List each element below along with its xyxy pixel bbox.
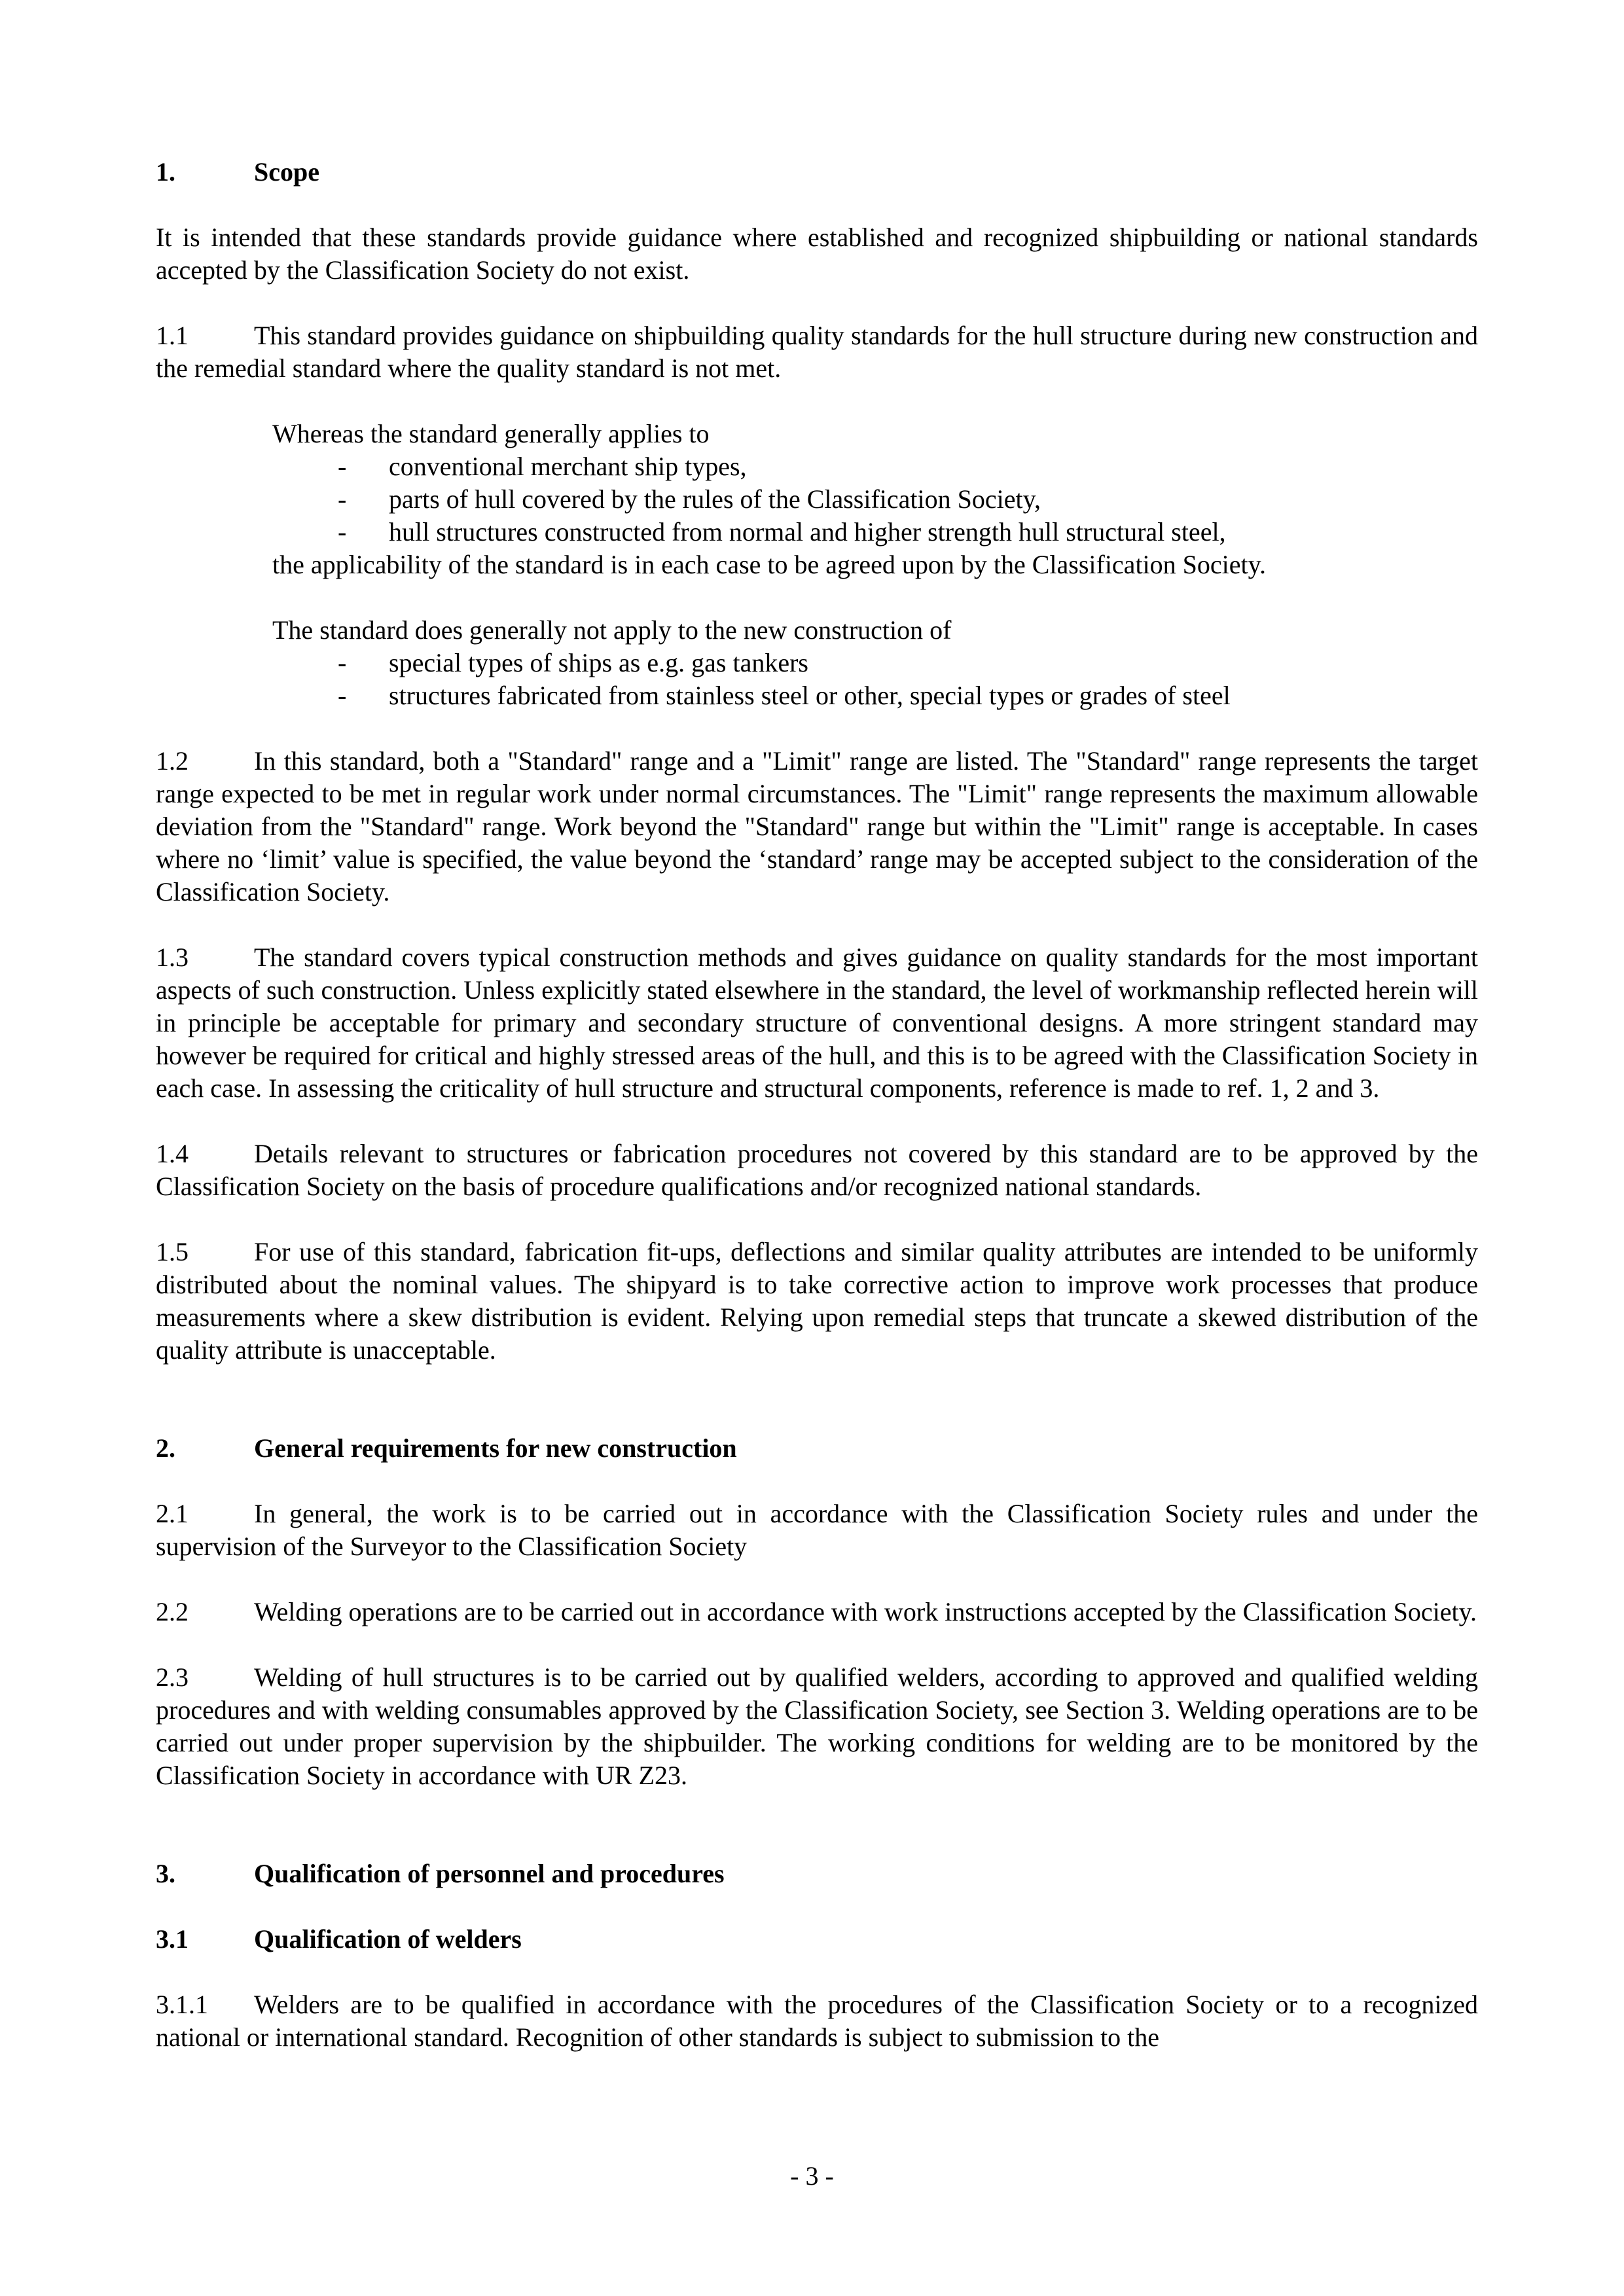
- section-number: 3.: [156, 1859, 175, 1888]
- dash-bullet: -: [338, 517, 347, 547]
- whereas-line: Whereas the standard generally applies to: [272, 419, 710, 448]
- paragraph-number: 2.1: [156, 1499, 189, 1528]
- subsection-3-1-heading: [156, 1923, 1478, 1956]
- section-title: General requirements for new construction: [254, 1433, 737, 1463]
- dash-bullet: -: [338, 648, 347, 677]
- paragraph-number: 1.4: [156, 1139, 189, 1168]
- paragraph-2-3: [156, 1661, 1478, 1792]
- paragraph-number: 1.1: [156, 321, 189, 350]
- scope-intro-paragraph: It is intended that these standards provide guidance where established and recognized shipbuilding or national standards accepted by the Classification Society do not exist.: [156, 223, 1478, 285]
- paragraph-number: 1.2: [156, 746, 189, 776]
- paragraph-3-1-1: [156, 1988, 1478, 2054]
- list-item-text: conventional merchant ship types,: [389, 452, 747, 481]
- section-1-heading: [156, 156, 1478, 188]
- paragraph-number: 1.5: [156, 1237, 189, 1266]
- paragraph-text: The standard covers typical construction methods and gives guidance on quality standards for the most important aspects of such construction. Unless explicitly stated elsewhere in the standard, the level of workmanship reflected herein will in principle be acceptable for primary and secondary structure of conventional designs. A more stringent standard may however be required for critical and highly stressed areas of the hull, and this is to be agreed with the Classification Society in each case. In assessing the criticality of hull structure and structural components, reference is made to ref. 1, 2 and 3.: [156, 942, 1478, 1103]
- document-page: [156, 156, 1478, 2054]
- paragraph-text: Welding operations are to be carried out in accordance with work instructions accepted by the Classification Society.: [254, 1597, 1477, 1626]
- list-item-text: hull structures constructed from normal and higher strength hull structural steel,: [389, 517, 1226, 547]
- paragraph-number: 3.1.1: [156, 1990, 208, 2019]
- section-title: Scope: [254, 157, 319, 187]
- list-item-text: structures fabricated from stainless steel or other, special types or grades of steel: [389, 681, 1231, 710]
- list-item: [272, 483, 1478, 516]
- list-item-text: special types of ships as e.g. gas tankers: [389, 648, 808, 677]
- list-item: [272, 647, 1478, 679]
- paragraph-1-1: [156, 319, 1478, 385]
- list-item: [272, 450, 1478, 483]
- applicability-line: the applicability of the standard is in each case to be agreed upon by the Classification Society.: [272, 550, 1267, 579]
- paragraph-text: Details relevant to structures or fabrication procedures not covered by this standard are to be approved by the Classification Society on the basis of procedure qualifications and/or recognized national standards.: [156, 1139, 1478, 1201]
- page-number: - 3 -: [790, 2161, 834, 2191]
- subsection-title: Qualification of welders: [254, 1924, 522, 1954]
- paragraph-1-3: [156, 941, 1478, 1105]
- section-title: Qualification of personnel and procedures: [254, 1859, 725, 1888]
- section-number: 2.: [156, 1433, 175, 1463]
- paragraph-text: Welding of hull structures is to be carried out by qualified welders, according to approved and qualified welding procedures and with welding consumables approved by the Classification Society, see Section 3. Welding operations are to be carried out under proper supervision by the shipbuilder. The working conditions for welding are to be monitored by the Classification Society in accordance with UR Z23.: [156, 1662, 1478, 1790]
- applies-list: [272, 450, 1478, 548]
- section-3-heading: [156, 1857, 1478, 1890]
- paragraph-text: Welders are to be qualified in accordance with the procedures of the Classification Society or to a recognized national or international standard. Recognition of other standards is subject to submission to the: [156, 1990, 1478, 2052]
- paragraph-number: 2.3: [156, 1662, 189, 1692]
- paragraph-1-4: [156, 1138, 1478, 1203]
- paragraph-text: For use of this standard, fabrication fit-ups, deflections and similar quality attributes are intended to be uniformly distributed about the nominal values. The shipyard is to take corrective action to improve work processes that produce measurements where a skew distribution is evident. Relying upon remedial steps that truncate a skewed distribution of the quality attribute is unacceptable.: [156, 1237, 1478, 1365]
- paragraph-number: 1.3: [156, 942, 189, 972]
- not-apply-line: The standard does generally not apply to the new construction of: [272, 615, 952, 645]
- paragraph-2-1: [156, 1498, 1478, 1563]
- applicability-block: [272, 418, 1478, 712]
- paragraph-text: In general, the work is to be carried out in accordance with the Classification Society rules and under the supervision of the Surveyor to the Classification Society: [156, 1499, 1478, 1561]
- paragraph-1-2: [156, 745, 1478, 908]
- paragraph-text: In this standard, both a "Standard" range and a "Limit" range are listed. The "Standard" range represents the target range expected to be met in regular work under normal circumstances. The "Limit" range represents the maximum allowable deviation from the "Standard" range. Work beyond the "Standard" range but within the "Limit" range is acceptable. In cases where no ‘limit’ value is specified, the value beyond the ‘standard’ range may be accepted subject to the consideration of the Classification Society.: [156, 746, 1478, 906]
- section-number: 1.: [156, 157, 175, 187]
- dash-bullet: -: [338, 484, 347, 514]
- paragraph-2-2: [156, 1596, 1478, 1628]
- subsection-number: 3.1: [156, 1924, 189, 1954]
- list-item: [272, 679, 1478, 712]
- paragraph-number: 2.2: [156, 1597, 189, 1626]
- dash-bullet: -: [338, 452, 347, 481]
- section-2-heading: [156, 1432, 1478, 1465]
- dash-bullet: -: [338, 681, 347, 710]
- list-item-text: parts of hull covered by the rules of the Classification Society,: [389, 484, 1041, 514]
- list-item: [272, 516, 1478, 548]
- paragraph-text: This standard provides guidance on shipbuilding quality standards for the hull structure during new construction and the remedial standard where the quality standard is not met.: [156, 321, 1478, 383]
- excludes-list: [272, 647, 1478, 712]
- paragraph-1-5: [156, 1236, 1478, 1367]
